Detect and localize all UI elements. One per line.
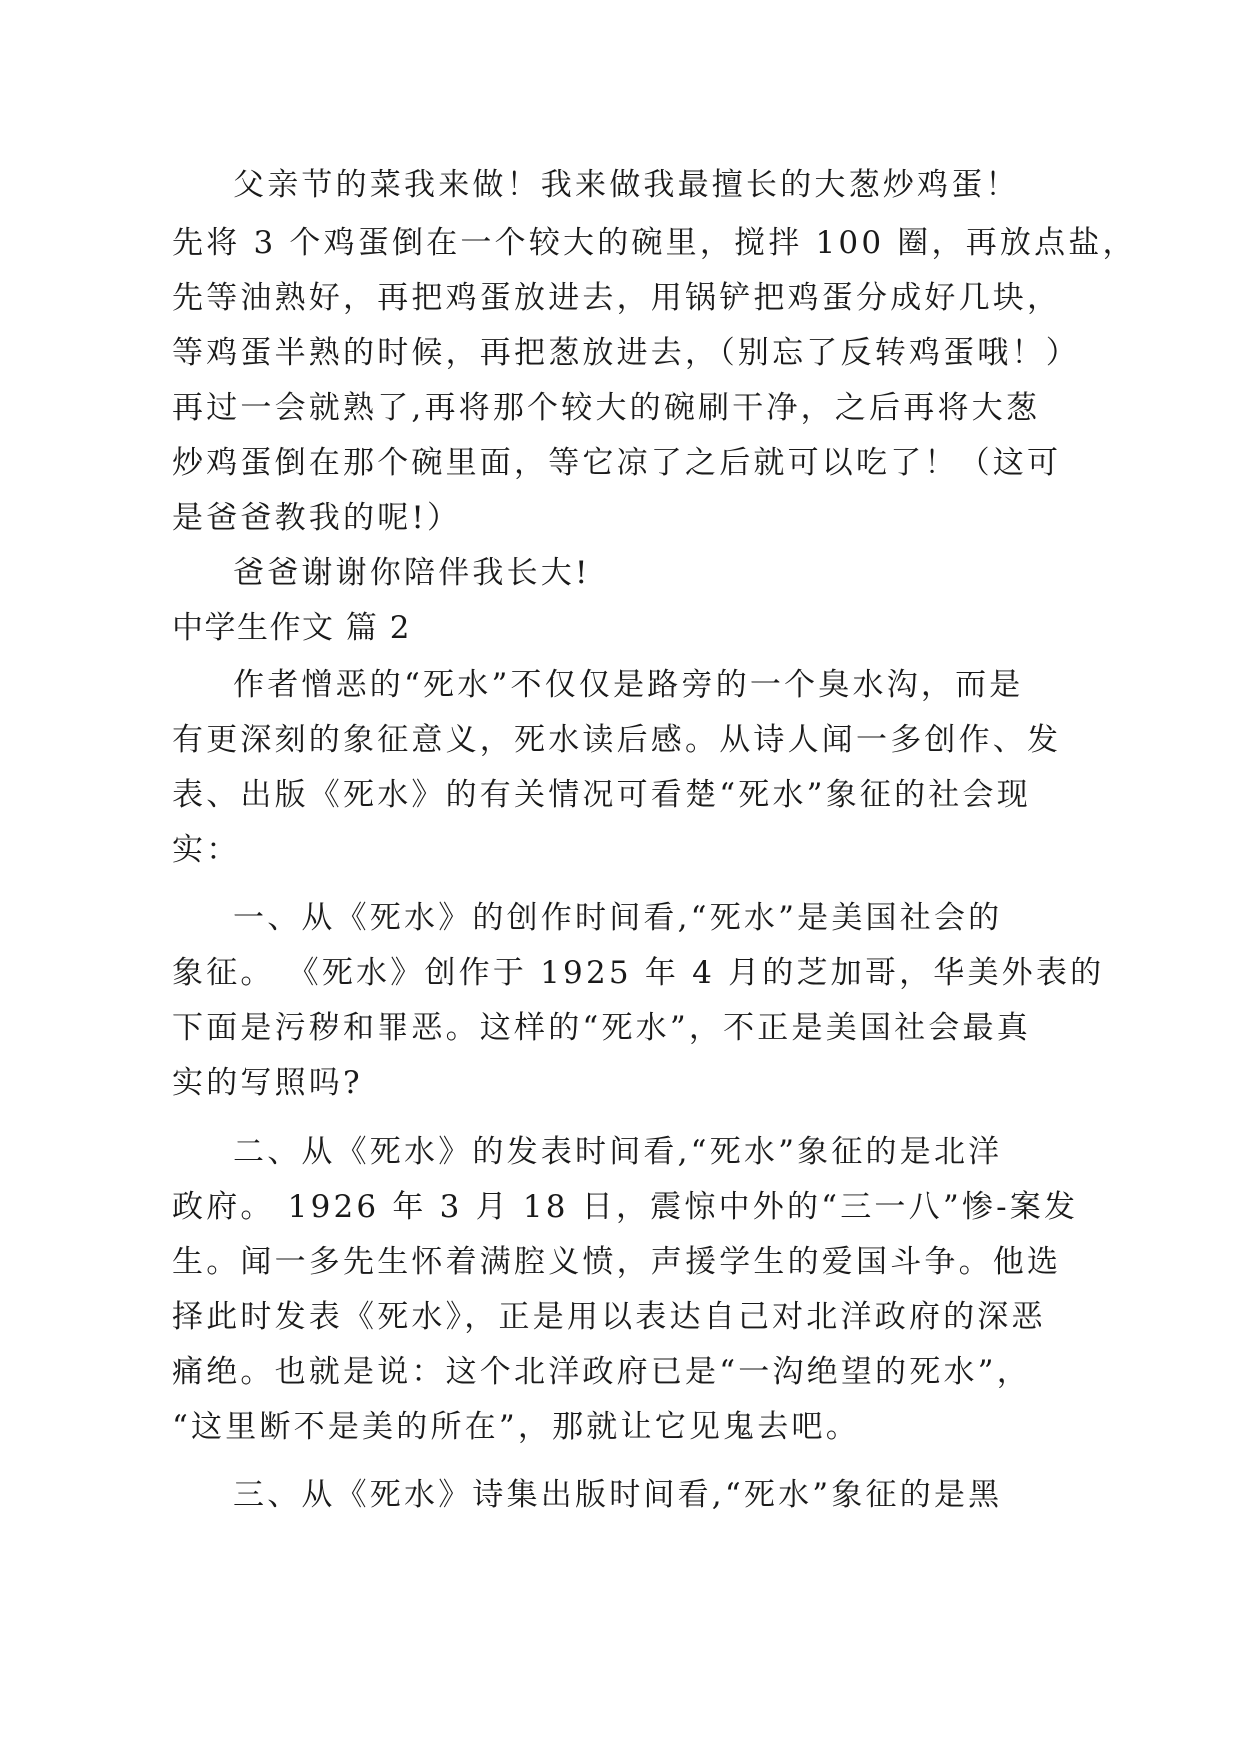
- paragraph-line: 炒鸡蛋倒在那个碗里面，等它凉了之后就可以吃了！（这可: [172, 445, 1062, 481]
- paragraph-line: 实：: [172, 832, 241, 868]
- paragraph-line: 表、出版《死水》的有关情况可看楚“死水”象征的社会现: [172, 777, 1031, 813]
- paragraph-line: “这里断不是美的所在”，那就让它见鬼去吧。: [172, 1409, 860, 1445]
- paragraph-line: 象征。 《死水》创作于 1925 年 4 月的芝加哥，华美外表的: [172, 955, 1105, 991]
- section-heading: 中学生作文 篇 2: [172, 610, 411, 646]
- paragraph-line: 三、从《死水》诗集出版时间看,“死水”象征的是黑: [233, 1477, 1003, 1513]
- paragraph-line: 生。闻一多先生怀着满腔义愤，声援学生的爱国斗争。他选: [172, 1244, 1062, 1280]
- paragraph-line: 先等油熟好，再把鸡蛋放进去，用锅铲把鸡蛋分成好几块，: [172, 280, 1062, 316]
- paragraph-line: 一、从《死水》的创作时间看,“死水”是美国社会的: [233, 900, 1003, 936]
- paragraph-line: 先将 3 个鸡蛋倒在一个较大的碗里，搅拌 100 圈，再放点盐，: [172, 225, 1137, 261]
- paragraph-line: 等鸡蛋半熟的时候，再把葱放进去，（别忘了反转鸡蛋哦！）: [172, 335, 1080, 371]
- paragraph-line: 实的写照吗?: [172, 1065, 363, 1101]
- paragraph-line: 爸爸谢谢你陪伴我长大!: [233, 555, 591, 591]
- paragraph-line: 再过一会就熟了,再将那个较大的碗刷干净，之后再将大葱: [172, 390, 1041, 426]
- paragraph-line: 二、从《死水》的发表时间看,“死水”象征的是北洋: [233, 1134, 1003, 1170]
- paragraph-line: 痛绝。也就是说：这个北洋政府已是“一沟绝望的死水”，: [172, 1354, 1031, 1390]
- paragraph-line: 有更深刻的象征意义，死水读后感。从诗人闻一多创作、发: [172, 722, 1062, 758]
- paragraph-line: 政府。 1926 年 3 月 18 日，震惊中外的“三一八”惨-案发: [172, 1189, 1079, 1225]
- paragraph-line: 是爸爸教我的呢!）: [172, 500, 462, 536]
- paragraph-line: 下面是污秽和罪恶。这样的“死水”，不正是美国社会最真: [172, 1010, 1031, 1046]
- paragraph-line: 择此时发表《死水》，正是用以表达自己对北洋政府的深恶: [172, 1299, 1046, 1335]
- paragraph-line: 父亲节的菜我来做！我来做我最擅长的大葱炒鸡蛋！: [233, 167, 1020, 203]
- paragraph-line: 作者憎恶的“死水”不仅仅是路旁的一个臭水沟，而是: [233, 667, 1024, 703]
